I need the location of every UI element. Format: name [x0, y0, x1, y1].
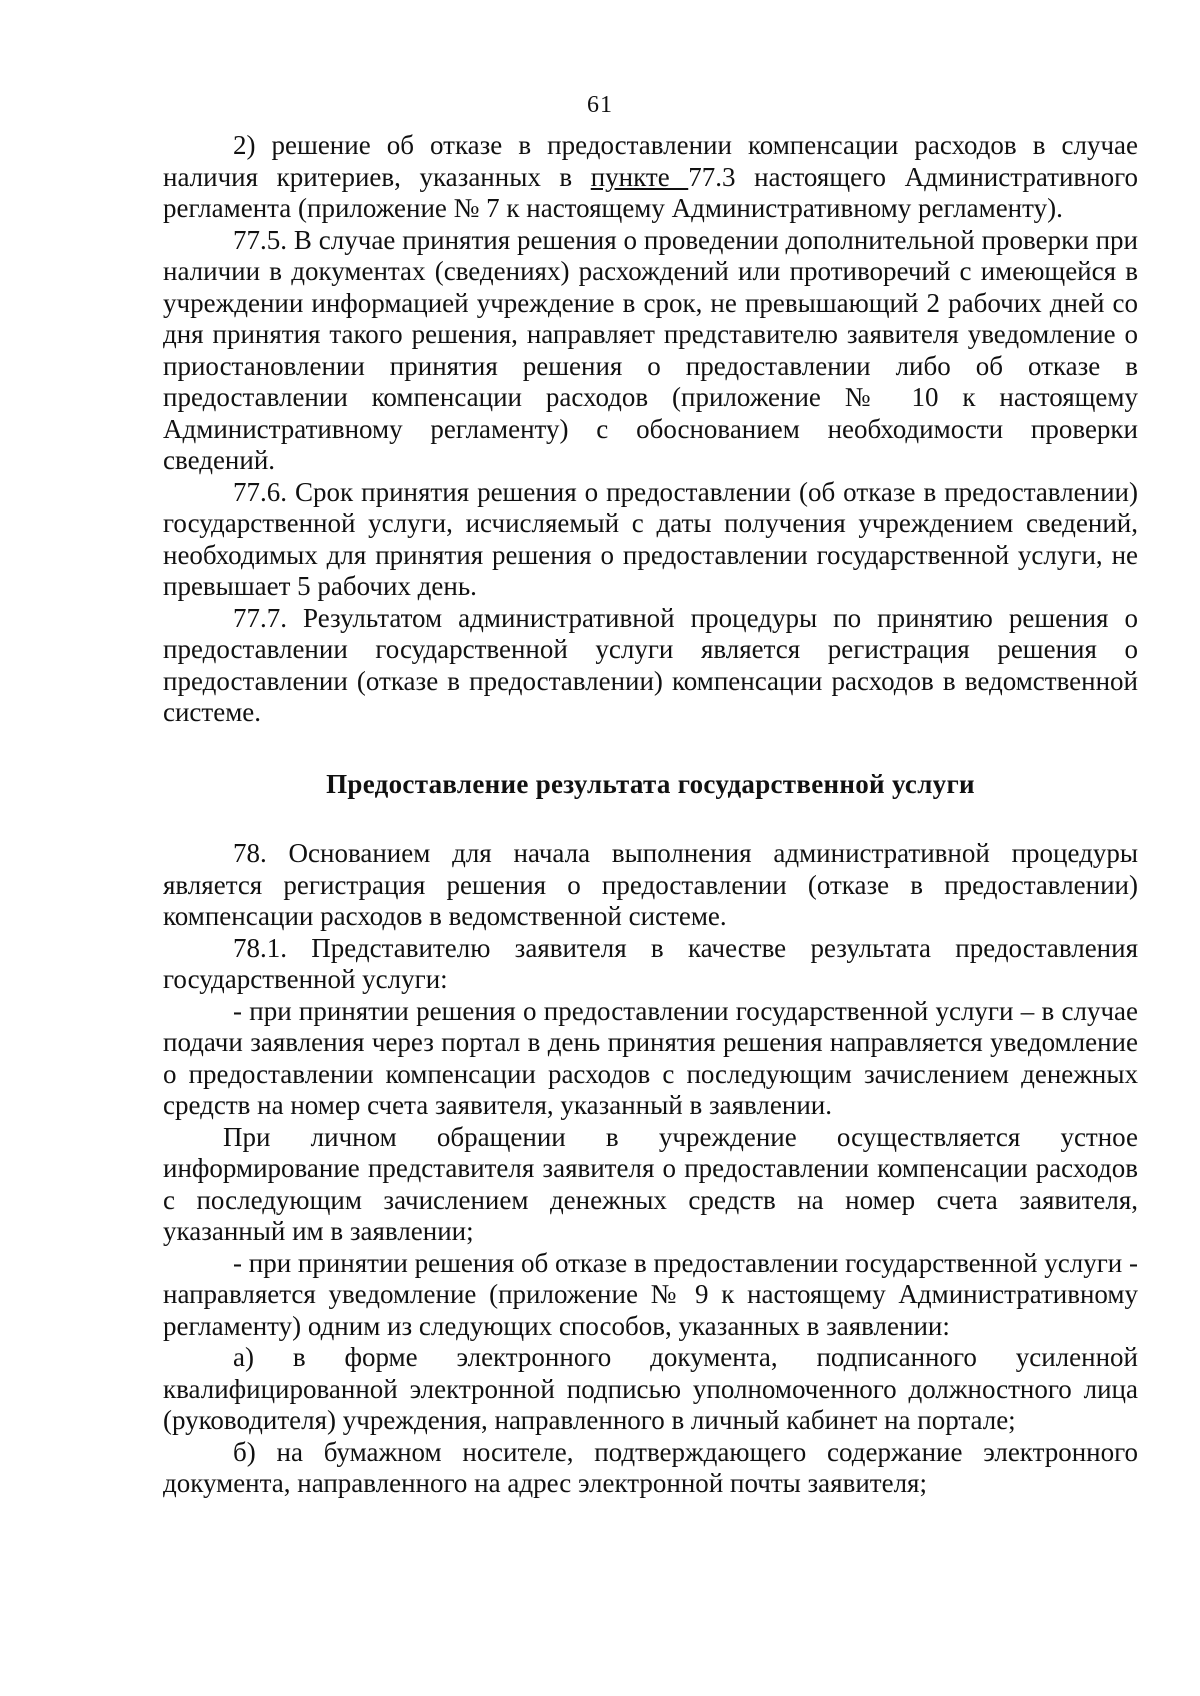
paragraph-text: 2) решение об отказе в предоставлении компенсации расходов в случае наличия критериев, указанных в	[163, 130, 1138, 192]
section-heading: Предоставление результата государственной услуги	[326, 768, 975, 799]
paragraph-77-5: 77.5. В случае принятия решения о проведении дополнительной проверки при наличии в документах (сведениях) расхождений или противоречий с имеющейся в учреждении информацией учреждение в срок, не превышающий 2 рабочих дней со дня принятия такого решения, направляет представителю заявителя уведомление о приостановлении принятия решения о предоставлении либо об отказе в предоставлении компенсации расходов (приложение № 10 к настоящему Административному регламенту) с обоснованием необходимости проверки сведений.	[163, 224, 1138, 475]
paragraph-text: 77.3 настоящего Административного регламента (приложение № 7 к настоящему Административному регламенту).	[163, 161, 1138, 223]
paragraph-78-1: 78.1. Представителю заявителя в качестве результата предоставления государственной услуги:	[163, 932, 1138, 994]
paragraph-78: 78. Основанием для начала выполнения административной процедуры является регистрация решения о предоставлении (отказе в предоставлении) компенсации расходов в ведомственной системе.	[163, 838, 1138, 931]
paragraph-77-7: 77.7. Результатом административной процедуры по принятию решения о предоставлении государственной услуги является регистрация решения о предоставлении (отказе в предоставлении) компенсации расходов в ведомственной системе.	[163, 602, 1138, 727]
list-item-option-b: б) на бумажном носителе, подтверждающего содержание электронного документа, направленного на адрес электронной почты заявителя;	[163, 1436, 1138, 1498]
clause-reference-link[interactable]: пункте	[590, 161, 689, 192]
list-item-grant-decision: - при принятии решения о предоставлении государственной услуги – в случае подачи заявления через портал в день принятия решения направляется уведомление о предоставлении компенсации расходов с последующим зачислением денежных средств на номер счета заявителя, указанный в заявлении.	[163, 995, 1138, 1120]
paragraph-personal-visit: При личном обращении в учреждение осуществляется устное информирование представителя заявителя о предоставлении компенсации расходов с последующим зачислением денежных средств на номер счета заявителя, указанный им в заявлении;	[163, 1121, 1138, 1246]
list-item-refusal-decision: - при принятии решения об отказе в предоставлении государственной услуги - направляется уведомление (приложение № 9 к настоящему Административному регламенту) одним из следующих способов, указанных в заявлении:	[163, 1247, 1138, 1341]
document-body	[163, 130, 1138, 1500]
paragraph-77-6: 77.6. Срок принятия решения о предоставлении (об отказе в предоставлении) государственной услуги, исчисляемый с даты получения учреждением сведений, необходимых для принятия решения о предоставлении государственной услуги, не превышает 5 рабочих день.	[163, 476, 1138, 601]
page-number: 61	[587, 92, 613, 118]
paragraph-decision-refusal	[163, 130, 1138, 225]
list-item-option-a: а) в форме электронного документа, подписанного усиленной квалифицированной электронной подписью уполномоченного должностного лица (руководителя) учреждения, направленного в личный кабинет на портале;	[163, 1342, 1138, 1435]
